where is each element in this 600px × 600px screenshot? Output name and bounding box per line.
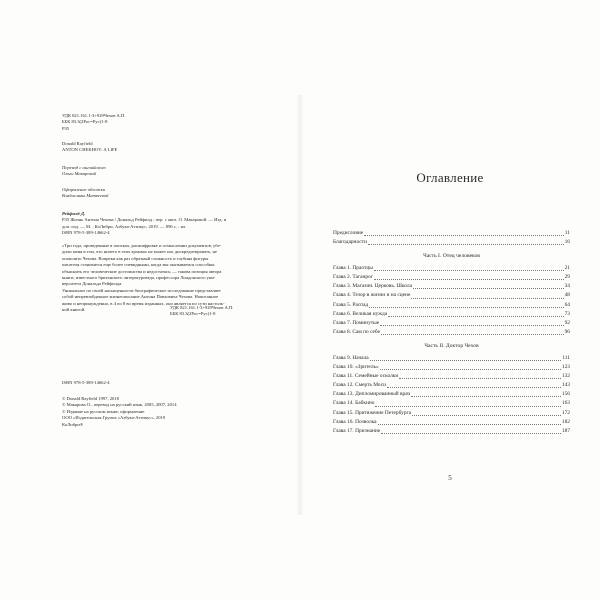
toc-entry-page: 48 xyxy=(564,292,570,299)
toc-entry-page: 16 xyxy=(564,239,570,246)
toc-entry-label: Глава 6. Великая нужда xyxy=(333,310,388,317)
toc-entry-label: Благодарности xyxy=(333,239,367,246)
copyright-line: КоЛибри® xyxy=(62,421,84,427)
dot-leader xyxy=(381,334,564,335)
toc-entry-page: 143 xyxy=(561,382,570,389)
bbk-code: ББК 83.3(2Рос=Рус)1-8 xyxy=(62,119,108,125)
toc-entry[interactable] xyxy=(333,264,570,273)
toc-entry-label: Глава 12. Смерть Моси xyxy=(333,382,387,389)
abstract-line: собой непревзойденное жизнеописание Антона Павловича Чехова. Написанное xyxy=(62,294,219,300)
toc-entry-page: 163 xyxy=(561,400,570,407)
dot-leader xyxy=(378,424,561,425)
dot-leader xyxy=(364,235,564,236)
dot-leader xyxy=(370,360,562,361)
copyright-line: © Макарова О., перевод на русский язык, 2005, 2007, 2014 xyxy=(62,402,177,408)
toc-entry-label: Глава 1. Праотцы xyxy=(333,265,373,272)
original-title: ANTON CHEKHOV: A LIFE xyxy=(62,147,118,153)
dot-leader xyxy=(374,279,564,280)
abstract-line: писателя становится еще более очевидными, когда мы оказываемся способны xyxy=(62,262,215,268)
copyright-line: © Donald Rayfield 1997, 2018 xyxy=(62,396,119,401)
toc-entry-page: 111 xyxy=(562,354,570,361)
dot-leader xyxy=(388,316,564,317)
toc-entry-label: Глава 8. Сам по себе xyxy=(333,328,380,335)
toc-entry[interactable] xyxy=(333,273,570,282)
bibliographic-record xyxy=(62,211,267,237)
toc-entry-label: Предисловие xyxy=(333,230,364,236)
toc-entry-label: Глава 11. Семейные осколки xyxy=(333,373,399,380)
dot-leader xyxy=(374,270,564,271)
toc-entry[interactable] xyxy=(333,310,570,319)
toc-entry-page: 96 xyxy=(564,328,570,335)
biblio-line: Р35 Жизнь Антона Чехова / Дональд Рейфилд ; пер. с англ. О. Макаровой. — Изд. и xyxy=(62,217,227,223)
classification-block xyxy=(62,113,267,132)
toc-entry[interactable] xyxy=(333,427,570,436)
toc-entry[interactable] xyxy=(333,418,570,427)
original-author: Donald Rayfield xyxy=(62,141,93,146)
udk-code: УДК 821.161.1-3+929Чехов А.П. xyxy=(62,113,126,118)
copyright-block xyxy=(62,396,267,428)
toc-part-heading: Часть I. Отец человеков xyxy=(423,253,480,260)
toc-entry[interactable] xyxy=(333,328,570,337)
toc-entry-label: Глава 17. Признание xyxy=(333,427,381,434)
isbn: ISBN 978-5-389-14662-4 xyxy=(62,380,110,385)
toc-entry[interactable] xyxy=(333,301,570,310)
toc-entry-page: 172 xyxy=(561,409,570,416)
toc-entry-label: Глава 2. Таганрог xyxy=(333,274,374,281)
bbk-code-repeat: ББК 83.3(2Рос=Рус)1-8 xyxy=(170,311,216,317)
toc-entry[interactable] xyxy=(333,354,570,363)
toc-entry-page: 182 xyxy=(561,418,570,425)
biblio-line: ISBN 978-5-389-14662-4 xyxy=(62,230,110,236)
dot-leader xyxy=(381,433,561,434)
abstract-line: книги, известного британского литературоведа, профессора Лондонского уни- xyxy=(62,275,216,281)
dot-leader xyxy=(380,369,561,370)
abstract-line: Уникальное по своей насыщенности биографическое исследование представляет xyxy=(62,287,221,293)
udk-code-repeat: УДК 821.161.1-3+929Чехов А.П. xyxy=(170,305,234,310)
biblio-line: доп. изд. — М. : КоЛибри, Азбука-Аттикус, 2019. — 896 с. : ил. xyxy=(62,223,187,229)
dot-leader xyxy=(411,298,563,299)
toc-entry-page: 92 xyxy=(564,319,570,326)
dot-leader xyxy=(412,415,561,416)
table-of-contents xyxy=(333,229,570,436)
toc-entry[interactable] xyxy=(333,282,570,291)
toc-entry-label: Глава 10. «Зритель» xyxy=(333,364,379,371)
abstract-line: верситета Дональда Рейфилда. xyxy=(62,281,123,287)
toc-entry[interactable] xyxy=(333,399,570,408)
toc-entry-label: Глава 9. Начала xyxy=(333,354,369,361)
abstract-line: объяснить его человеческие достоинства и недостатки» — такова позиция автора xyxy=(62,268,222,274)
dot-leader xyxy=(413,288,564,289)
classification-repeat xyxy=(170,305,270,318)
copyright-line: ООО «Издательская Группа «Азбука-Аттикус», 2019 xyxy=(62,415,166,421)
dot-leader xyxy=(375,406,560,407)
book-gutter xyxy=(296,95,304,515)
toc-entry[interactable] xyxy=(333,291,570,300)
toc-entry[interactable] xyxy=(333,390,570,399)
toc-entry-label: Глава 7. Поминутые xyxy=(333,319,380,326)
toc-entry-page: 64 xyxy=(564,301,570,308)
toc-entry-page: 187 xyxy=(561,427,570,434)
toc-entry-page: 156 xyxy=(561,391,570,398)
toc-entry-page: 123 xyxy=(561,364,570,371)
author-code: Р35 xyxy=(62,125,70,131)
toc-entry[interactable] xyxy=(333,238,570,247)
abstract-line: живо и непринужденно, в 4 по 8 во время изданных, оно является по сути настоль- xyxy=(62,300,225,306)
toc-entry[interactable] xyxy=(333,372,570,381)
toc-entry-page: 21 xyxy=(564,265,570,272)
dot-leader xyxy=(387,387,561,388)
translation-block xyxy=(62,165,267,178)
toc-entry-label: Глава 4. Тезор в жизни и на сцене xyxy=(333,292,411,299)
designer-name: Владиславы Матвеевой xyxy=(62,193,109,199)
abstract-line: «Три года, проведенные в поисках, расшифровке и осмыслении документов, убе- xyxy=(62,243,222,248)
translator-name: Ольги Макаровой xyxy=(62,171,97,177)
dot-leader xyxy=(399,378,561,379)
design-block xyxy=(62,187,267,200)
toc-entry-label: Глава 3. Магазин. Церковь. Школа xyxy=(333,283,412,290)
toc-entry[interactable] xyxy=(333,319,570,328)
toc-entry-page: 34 xyxy=(564,283,570,290)
toc-entry[interactable] xyxy=(333,229,570,238)
isbn-block xyxy=(62,380,267,386)
toc-entry-page: 29 xyxy=(564,274,570,281)
toc-entry-label: Глава 14. Бабкино xyxy=(333,400,375,407)
design-label: Оформление обложки xyxy=(62,187,106,192)
toc-title: Оглавление xyxy=(416,170,484,185)
translation-label: Перевод с английского xyxy=(62,165,106,170)
toc-entry[interactable] xyxy=(333,363,570,372)
toc-entry-page: 73 xyxy=(564,310,570,317)
copyright-line: © Издание на русском языке, оформление. xyxy=(62,408,146,414)
dot-leader xyxy=(369,307,563,308)
abstract-block xyxy=(62,243,267,313)
original-edition-block xyxy=(62,141,267,154)
toc-entry-label: Глава 15. Притяжение Петербурга xyxy=(333,409,412,416)
toc-entry[interactable] xyxy=(333,409,570,418)
biblio-head: Рейфилд Д. xyxy=(62,211,86,216)
abstract-line: дили меня в том, что ничего в этих архивах не может нас дискредитировать, не xyxy=(62,249,217,255)
toc-part-heading: Часть II. Доктор Чехов xyxy=(424,342,479,349)
dot-leader xyxy=(380,325,563,326)
toc-entry-label: Глава 16. Позволка xyxy=(333,418,377,425)
toc-entry-label: Глава 5. Распад xyxy=(333,301,369,308)
dot-leader xyxy=(368,244,564,245)
page-number: 5 xyxy=(448,474,452,482)
toc-entry[interactable] xyxy=(333,381,570,390)
dot-leader xyxy=(411,396,561,397)
toc-entry-page: 132 xyxy=(561,373,570,380)
toc-entry-label: Глава 13. Дипломированный врач xyxy=(333,391,411,398)
abstract-line: ной книгой. xyxy=(62,307,86,313)
toc-entry-page: 11 xyxy=(564,230,570,236)
abstract-line: опошлить Чехова. Вопреки как раз образный сложность и глубина фигуры xyxy=(62,255,209,261)
